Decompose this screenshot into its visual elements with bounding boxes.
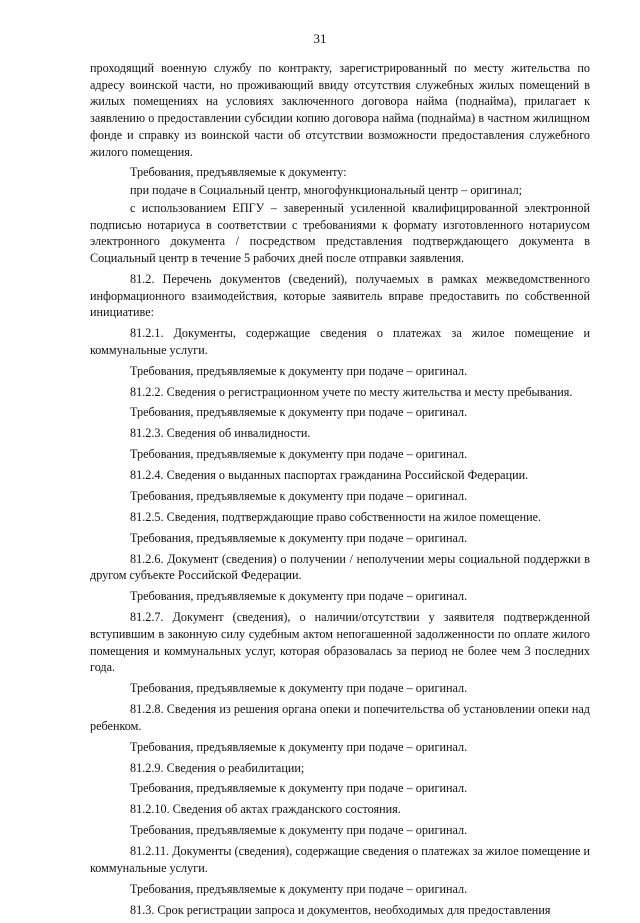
paragraph-requirement: Требования, предъявляемые к документу при подаче – оригинал. (130, 823, 468, 838)
paragraph-requirement: Требования, предъявляемые к документу при подаче – оригинал. (130, 363, 468, 378)
paragraph-81-2-3: 81.2.3. Сведения об инвалидности. (130, 426, 311, 441)
paragraph-requirement: Требования, предъявляемые к документу при подаче – оригинал. (130, 681, 468, 696)
document-body (90, 60, 590, 923)
paragraph-81-2-4: 81.2.4. Сведения о выданных паспортах гражданина Российской Федерации. (130, 468, 529, 483)
paragraph-81-2-2: 81.2.2. Сведения о регистрационном учете по месту жительства и месту пребывания. (130, 384, 573, 399)
paragraph-requirement: Требования, предъявляемые к документу при подаче – оригинал. (130, 739, 468, 754)
paragraph-81-2-8: 81.2.8. Сведения из решения органа опеки и попечительства об установлении опеки над ребенком. (90, 702, 590, 733)
paragraph-81-2-6: 81.2.6. Документ (сведения) о получении / неполучении меры социальной поддержки в другом субъекте Российской Федерации. (90, 551, 590, 583)
paragraph-requirement: Требования, предъявляемые к документу при подаче – оригинал. (130, 781, 468, 796)
page-number: 31 (313, 31, 327, 46)
paragraph-requirement: Требования, предъявляемые к документу при подаче – оригинал. (130, 447, 468, 462)
paragraph-81-3: 81.3. Срок регистрации запроса и документов, необходимых для предоставления (130, 902, 551, 917)
paragraph-81-2: 81.2. Перечень документов (сведений), получаемых в рамках межведомственного информационного взаимодействия, которые заявитель вправе предоставить по собственной инициативе: (90, 271, 590, 320)
paragraph-requirement: Требования, предъявляемые к документу при подаче – оригинал. (130, 530, 468, 545)
paragraph-81-2-1: 81.2.1. Документы, содержащие сведения о платежах за жилое помещение и коммунальные услуги. (90, 326, 590, 357)
paragraph-continuation: проходящий военную службу по контракту, зарегистрированный по месту жительства по адресу воинской части, но проживающий ввиду отсутствия служебных жилых помещений в жилых помещениях на условиях заключенного договора найма (поднайма), прилагает к заявлению о предоставлении субсидии копию договора найма (поднайма) в частном жилищном фонде и справку из воинской части об отсутствии возможности предоставления служебного жилого помещения. (90, 61, 590, 159)
paragraph-81-2-9: 81.2.9. Сведения о реабилитации; (130, 760, 305, 775)
paragraph-81-2-5: 81.2.5. Сведения, подтверждающие право собственности на жилое помещение. (130, 509, 542, 524)
paragraph-requirements-heading: Требования, предъявляемые к документу: (130, 165, 347, 180)
paragraph-requirement: Требования, предъявляемые к документу при подаче – оригинал. (130, 589, 468, 604)
paragraph-requirement-epgu: с использованием ЕПГУ – заверенный усиленной квалифицированной электронной подписью нотариуса в соответствии с требованиями к формату изготовленного нотариусом электронного документа / посредством представления подтверждающего документа в Социальный центр в течение 5 рабочих дней после отправки заявления. (90, 200, 590, 265)
paragraph-requirement-office: при подаче в Социальный центр, многофункциональный центр – оригинал; (130, 183, 523, 198)
paragraph-81-2-11: 81.2.11. Документы (сведения), содержащие сведения о платежах за жилое помещение и коммунальные услуги. (90, 844, 590, 875)
paragraph-81-2-10: 81.2.10. Сведения об актах гражданского состояния. (130, 802, 401, 817)
paragraph-81-2-7: 81.2.7. Документ (сведения), о наличии/отсутствии у заявителя подтвержденной вступившим в законную силу судебным актом непогашенной задолженности по оплате жилого помещения и коммунальных услуг, которая образовалась за период не более чем 3 последних года. (90, 610, 590, 675)
paragraph-requirement: Требования, предъявляемые к документу при подаче – оригинал. (130, 405, 468, 420)
paragraph-requirement: Требования, предъявляемые к документу при подаче – оригинал. (130, 489, 468, 504)
paragraph-requirement: Требования, предъявляемые к документу при подаче – оригинал. (130, 881, 468, 896)
